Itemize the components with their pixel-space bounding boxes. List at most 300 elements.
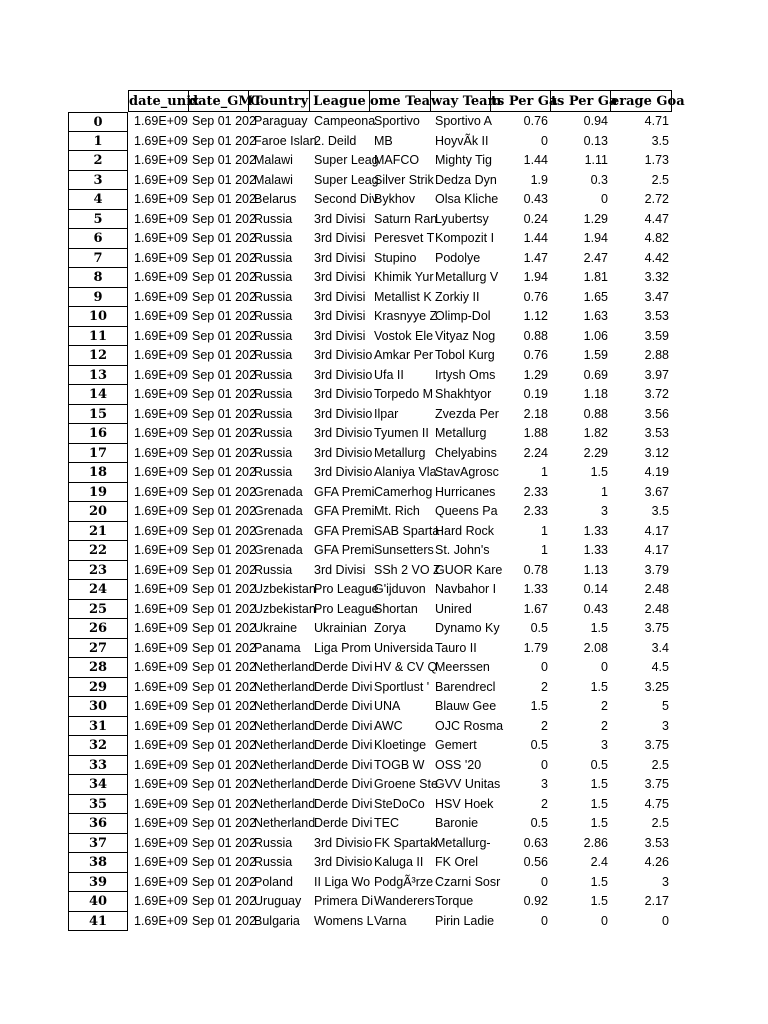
- cell-g[interactable]: 2.48: [644, 601, 669, 616]
- cell-p2[interactable]: 0: [601, 660, 608, 674]
- cell-d[interactable]: Sep 01 202: [192, 835, 256, 850]
- row-index[interactable]: 7: [68, 249, 128, 269]
- cell-g[interactable]: 3.67: [644, 484, 669, 499]
- cell-l[interactable]: 3rd Divisi: [314, 328, 366, 343]
- cell-c[interactable]: Netherland: [254, 699, 316, 713]
- cell-c[interactable]: Russia: [254, 562, 293, 577]
- cell-c[interactable]: Malawi: [254, 172, 293, 187]
- cell-l[interactable]: Ukrainian: [314, 621, 367, 635]
- cell-d[interactable]: Sep 01 202: [192, 114, 256, 128]
- cell-p2[interactable]: 2.29: [583, 445, 608, 460]
- cell-h[interactable]: Ilpar: [374, 406, 399, 421]
- cell-g[interactable]: 3.47: [644, 289, 669, 304]
- column-header-points-per-game[interactable]: ts Per Ga: [551, 90, 611, 112]
- cell-u[interactable]: 1.69E+09: [134, 348, 188, 362]
- cell-h[interactable]: Metallist K: [374, 289, 432, 304]
- cell-d[interactable]: Sep 01 202: [192, 562, 256, 577]
- cell-l[interactable]: GFA Premi: [314, 543, 375, 557]
- cell-p2[interactable]: 1.94: [583, 231, 608, 245]
- cell-u[interactable]: 1.69E+09: [134, 523, 188, 538]
- cell-l[interactable]: 3rd Divisi: [314, 309, 366, 323]
- cell-p2[interactable]: 0: [601, 913, 608, 928]
- row-index[interactable]: 6: [68, 229, 128, 249]
- cell-h[interactable]: Silver Strik: [374, 172, 434, 187]
- cell-p1[interactable]: 2: [541, 718, 548, 733]
- cell-u[interactable]: 1.69E+09: [134, 192, 188, 206]
- cell-u[interactable]: 1.69E+09: [134, 270, 188, 284]
- cell-p1[interactable]: 1.79: [523, 640, 548, 655]
- cell-p2[interactable]: 0.88: [583, 406, 608, 421]
- cell-c[interactable]: Russia: [254, 289, 293, 304]
- cell-c[interactable]: Grenada: [254, 484, 303, 499]
- cell-h[interactable]: Ufa II: [374, 367, 404, 382]
- row-index[interactable]: 2: [68, 151, 128, 171]
- cell-h[interactable]: Zorya: [374, 621, 406, 635]
- cell-p2[interactable]: 1.5: [590, 816, 608, 830]
- column-header-league[interactable]: League: [310, 90, 370, 112]
- row-index[interactable]: 38: [68, 853, 128, 873]
- cell-g[interactable]: 2.72: [644, 192, 669, 206]
- cell-c[interactable]: Grenada: [254, 523, 303, 538]
- row-index[interactable]: 3: [68, 171, 128, 191]
- cell-a[interactable]: Irtysh Oms: [435, 367, 496, 382]
- cell-d[interactable]: Sep 01 202: [192, 328, 256, 343]
- cell-a[interactable]: Unired: [435, 601, 472, 616]
- row-index[interactable]: 25: [68, 600, 128, 620]
- cell-p1[interactable]: 2.33: [523, 484, 548, 499]
- cell-g[interactable]: 1.73: [644, 153, 669, 167]
- cell-d[interactable]: Sep 01 202: [192, 153, 256, 167]
- cell-h[interactable]: Peresvet T: [374, 231, 435, 245]
- cell-l[interactable]: 3rd Divisio: [314, 835, 373, 850]
- cell-a[interactable]: Barendrecl: [435, 679, 496, 694]
- cell-p2[interactable]: 0.43: [583, 601, 608, 616]
- cell-g[interactable]: 4.42: [644, 250, 669, 265]
- row-index[interactable]: 4: [68, 190, 128, 210]
- cell-p1[interactable]: 0.5: [530, 816, 548, 830]
- row-index[interactable]: 18: [68, 463, 128, 483]
- cell-p1[interactable]: 0.76: [523, 348, 548, 362]
- cell-d[interactable]: Sep 01 202: [192, 309, 256, 323]
- cell-a[interactable]: Hurricanes: [435, 484, 496, 499]
- cell-p2[interactable]: 1.33: [583, 543, 608, 557]
- cell-l[interactable]: Derde Divi: [314, 699, 373, 713]
- cell-d[interactable]: Sep 01 202: [192, 523, 256, 538]
- cell-d[interactable]: Sep 01 202: [192, 757, 256, 772]
- column-header-date-unix[interactable]: date_unix: [128, 90, 189, 112]
- cell-p2[interactable]: 1.5: [590, 777, 608, 791]
- cell-c[interactable]: Russia: [254, 465, 293, 479]
- cell-u[interactable]: 1.69E+09: [134, 153, 188, 167]
- cell-g[interactable]: 4.5: [651, 660, 669, 674]
- cell-u[interactable]: 1.69E+09: [134, 484, 188, 499]
- cell-h[interactable]: MB: [374, 133, 393, 148]
- column-header-date-gmt[interactable]: date_GMT: [189, 90, 249, 112]
- cell-a[interactable]: St. John's: [435, 543, 490, 557]
- cell-d[interactable]: Sep 01 202: [192, 192, 256, 206]
- cell-c[interactable]: Grenada: [254, 504, 303, 518]
- cell-p1[interactable]: 1: [541, 465, 548, 479]
- cell-p1[interactable]: 0.56: [523, 855, 548, 869]
- cell-h[interactable]: Vostok Ele: [374, 328, 434, 343]
- cell-g[interactable]: 3.25: [644, 679, 669, 694]
- cell-p2[interactable]: 2: [601, 718, 608, 733]
- cell-a[interactable]: Olsa Kliche: [435, 192, 499, 206]
- cell-l[interactable]: Derde Divi: [314, 718, 373, 733]
- cell-u[interactable]: 1.69E+09: [134, 426, 188, 440]
- cell-d[interactable]: Sep 01 202: [192, 855, 256, 869]
- cell-g[interactable]: 2.48: [644, 582, 669, 596]
- cell-h[interactable]: Metallurg: [374, 445, 426, 460]
- cell-g[interactable]: 3.5: [651, 133, 669, 148]
- row-index[interactable]: 41: [68, 912, 128, 932]
- cell-g[interactable]: 2.5: [651, 172, 669, 187]
- cell-g[interactable]: 3.75: [644, 738, 669, 752]
- cell-a[interactable]: FK Orel: [435, 855, 479, 869]
- cell-a[interactable]: Shakhtyor: [435, 387, 492, 401]
- cell-g[interactable]: 3.72: [644, 387, 669, 401]
- cell-p1[interactable]: 2.24: [523, 445, 548, 460]
- cell-l[interactable]: Pro League: [314, 601, 379, 616]
- cell-p2[interactable]: 1.5: [590, 894, 608, 908]
- cell-p2[interactable]: 1.5: [590, 621, 608, 635]
- cell-d[interactable]: Sep 01 202: [192, 211, 256, 226]
- cell-l[interactable]: Derde Divi: [314, 757, 373, 772]
- cell-a[interactable]: Navbahor I: [435, 582, 497, 596]
- cell-g[interactable]: 3.53: [644, 835, 669, 850]
- cell-u[interactable]: 1.69E+09: [134, 133, 188, 148]
- cell-p1[interactable]: 1: [541, 523, 548, 538]
- cell-u[interactable]: 1.69E+09: [134, 387, 188, 401]
- row-index[interactable]: 33: [68, 756, 128, 776]
- cell-p1[interactable]: 0: [541, 757, 548, 772]
- cell-p1[interactable]: 1.12: [523, 309, 548, 323]
- row-index[interactable]: 13: [68, 366, 128, 386]
- cell-p1[interactable]: 0.76: [523, 289, 548, 304]
- cell-h[interactable]: Krasnyye Z: [374, 309, 438, 323]
- row-index[interactable]: 40: [68, 892, 128, 912]
- cell-a[interactable]: Baronie: [435, 816, 479, 830]
- cell-u[interactable]: 1.69E+09: [134, 582, 188, 596]
- cell-l[interactable]: GFA Premi: [314, 504, 375, 518]
- cell-d[interactable]: Sep 01 202: [192, 250, 256, 265]
- cell-c[interactable]: Uzbekistan: [254, 601, 316, 616]
- cell-p2[interactable]: 0.14: [583, 582, 608, 596]
- cell-l[interactable]: Derde Divi: [314, 738, 373, 752]
- cell-c[interactable]: Malawi: [254, 153, 293, 167]
- cell-c[interactable]: Russia: [254, 231, 293, 245]
- cell-d[interactable]: Sep 01 202: [192, 640, 256, 655]
- cell-c[interactable]: Russia: [254, 250, 293, 265]
- cell-d[interactable]: Sep 01 202: [192, 504, 256, 518]
- cell-l[interactable]: Primera Di: [314, 894, 374, 908]
- row-index[interactable]: 35: [68, 795, 128, 815]
- cell-d[interactable]: Sep 01 202: [192, 660, 256, 674]
- cell-c[interactable]: Bulgaria: [254, 913, 300, 928]
- cell-a[interactable]: StavAgrosc: [435, 465, 499, 479]
- cell-l[interactable]: 2. Deild: [314, 133, 357, 148]
- cell-c[interactable]: Ukraine: [254, 621, 298, 635]
- cell-p2[interactable]: 1.33: [583, 523, 608, 538]
- cell-c[interactable]: Russia: [254, 211, 293, 226]
- cell-g[interactable]: 4.75: [644, 796, 669, 811]
- row-index[interactable]: 22: [68, 541, 128, 561]
- cell-l[interactable]: 3rd Divisi: [314, 211, 366, 226]
- cell-h[interactable]: Tyumen II: [374, 426, 429, 440]
- cell-c[interactable]: Russia: [254, 855, 293, 869]
- cell-d[interactable]: Sep 01 202: [192, 874, 256, 889]
- cell-d[interactable]: Sep 01 202: [192, 582, 256, 596]
- cell-g[interactable]: 4.17: [644, 543, 669, 557]
- cell-h[interactable]: AWC: [374, 718, 403, 733]
- cell-p1[interactable]: 2.18: [523, 406, 548, 421]
- cell-h[interactable]: G'ijduvon: [374, 582, 426, 596]
- row-index[interactable]: 36: [68, 814, 128, 834]
- cell-h[interactable]: Amkar Per: [374, 348, 434, 362]
- cell-d[interactable]: Sep 01 202: [192, 465, 256, 479]
- cell-c[interactable]: Faroe Islan: [254, 133, 317, 148]
- cell-g[interactable]: 3.53: [644, 426, 669, 440]
- cell-a[interactable]: OJC Rosma: [435, 718, 504, 733]
- row-index[interactable]: 1: [68, 132, 128, 152]
- cell-p1[interactable]: 0.24: [523, 211, 548, 226]
- cell-l[interactable]: 3rd Divisio: [314, 406, 373, 421]
- cell-h[interactable]: TEC: [374, 816, 399, 830]
- cell-u[interactable]: 1.69E+09: [134, 718, 188, 733]
- cell-u[interactable]: 1.69E+09: [134, 562, 188, 577]
- column-header-away-team[interactable]: way Team: [431, 90, 491, 112]
- cell-d[interactable]: Sep 01 202: [192, 777, 256, 791]
- cell-a[interactable]: GUOR Kare: [435, 562, 503, 577]
- cell-g[interactable]: 4.47: [644, 211, 669, 226]
- cell-p1[interactable]: 0.43: [523, 192, 548, 206]
- cell-p2[interactable]: 0: [601, 192, 608, 206]
- cell-h[interactable]: Bykhov: [374, 192, 415, 206]
- cell-c[interactable]: Russia: [254, 387, 293, 401]
- cell-u[interactable]: 1.69E+09: [134, 874, 188, 889]
- cell-h[interactable]: Groene Ste: [374, 777, 438, 791]
- cell-l[interactable]: GFA Premi: [314, 484, 375, 499]
- cell-a[interactable]: Dynamo Ky: [435, 621, 500, 635]
- cell-p1[interactable]: 1.67: [523, 601, 548, 616]
- cell-c[interactable]: Netherland: [254, 718, 316, 733]
- cell-l[interactable]: 3rd Divisio: [314, 348, 373, 362]
- cell-p2[interactable]: 3: [601, 738, 608, 752]
- cell-d[interactable]: Sep 01 202: [192, 406, 256, 421]
- cell-d[interactable]: Sep 01 202: [192, 484, 256, 499]
- cell-a[interactable]: GVV Unitas: [435, 777, 501, 791]
- cell-p2[interactable]: 2.4: [590, 855, 608, 869]
- cell-l[interactable]: II Liga Wo: [314, 874, 371, 889]
- cell-c[interactable]: Russia: [254, 367, 293, 382]
- cell-d[interactable]: Sep 01 202: [192, 816, 256, 830]
- cell-p2[interactable]: 2.08: [583, 640, 608, 655]
- cell-u[interactable]: 1.69E+09: [134, 367, 188, 382]
- cell-u[interactable]: 1.69E+09: [134, 777, 188, 791]
- cell-a[interactable]: Hard Rock: [435, 523, 495, 538]
- cell-a[interactable]: Czarni Sosr: [435, 874, 501, 889]
- cell-g[interactable]: 3.56: [644, 406, 669, 421]
- cell-a[interactable]: Meerssen: [435, 660, 490, 674]
- cell-a[interactable]: Sportivo A: [435, 114, 492, 128]
- cell-g[interactable]: 3.75: [644, 621, 669, 635]
- cell-u[interactable]: 1.69E+09: [134, 309, 188, 323]
- cell-l[interactable]: 3rd Divisio: [314, 465, 373, 479]
- cell-g[interactable]: 5: [662, 699, 669, 713]
- cell-g[interactable]: 4.71: [644, 114, 669, 128]
- cell-c[interactable]: Belarus: [254, 192, 297, 206]
- cell-p2[interactable]: 1.5: [590, 679, 608, 694]
- cell-l[interactable]: 3rd Divisio: [314, 445, 373, 460]
- cell-d[interactable]: Sep 01 202: [192, 894, 256, 908]
- cell-u[interactable]: 1.69E+09: [134, 289, 188, 304]
- cell-p1[interactable]: 2.33: [523, 504, 548, 518]
- cell-a[interactable]: Olimp-Dol: [435, 309, 491, 323]
- cell-c[interactable]: Panama: [254, 640, 301, 655]
- cell-d[interactable]: Sep 01 202: [192, 289, 256, 304]
- row-index[interactable]: 19: [68, 483, 128, 503]
- cell-u[interactable]: 1.69E+09: [134, 699, 188, 713]
- cell-d[interactable]: Sep 01 202: [192, 387, 256, 401]
- cell-c[interactable]: Netherland: [254, 777, 316, 791]
- cell-a[interactable]: Metallurg: [435, 426, 487, 440]
- row-index[interactable]: 15: [68, 405, 128, 425]
- cell-d[interactable]: Sep 01 202: [192, 348, 256, 362]
- column-header-average-goals[interactable]: erage Goa: [611, 90, 672, 112]
- cell-d[interactable]: Sep 01 202: [192, 738, 256, 752]
- cell-c[interactable]: Netherland: [254, 660, 316, 674]
- cell-l[interactable]: Womens L: [314, 913, 374, 928]
- cell-u[interactable]: 1.69E+09: [134, 738, 188, 752]
- cell-d[interactable]: Sep 01 202: [192, 133, 256, 148]
- cell-u[interactable]: 1.69E+09: [134, 328, 188, 343]
- cell-p2[interactable]: 1.29: [583, 211, 608, 226]
- cell-h[interactable]: Sunsetters: [374, 543, 434, 557]
- cell-c[interactable]: Russia: [254, 309, 293, 323]
- cell-p2[interactable]: 1.18: [583, 387, 608, 401]
- cell-p2[interactable]: 2.86: [583, 835, 608, 850]
- cell-a[interactable]: Tauro II: [435, 640, 477, 655]
- cell-h[interactable]: Wanderers: [374, 894, 435, 908]
- row-index[interactable]: 23: [68, 561, 128, 581]
- cell-u[interactable]: 1.69E+09: [134, 894, 188, 908]
- cell-h[interactable]: SSh 2 VO Z: [374, 562, 441, 577]
- cell-u[interactable]: 1.69E+09: [134, 660, 188, 674]
- row-index[interactable]: 31: [68, 717, 128, 737]
- cell-p2[interactable]: 1.63: [583, 309, 608, 323]
- cell-c[interactable]: Paraguay: [254, 114, 308, 128]
- cell-g[interactable]: 2.17: [644, 894, 669, 908]
- cell-l[interactable]: Second Div: [314, 192, 378, 206]
- cell-a[interactable]: Queens Pa: [435, 504, 498, 518]
- cell-g[interactable]: 3.97: [644, 367, 669, 382]
- row-index[interactable]: 28: [68, 658, 128, 678]
- cell-p1[interactable]: 3: [541, 777, 548, 791]
- cell-l[interactable]: Campeona: [314, 114, 376, 128]
- cell-g[interactable]: 3.59: [644, 328, 669, 343]
- cell-p2[interactable]: 2.47: [583, 250, 608, 265]
- cell-h[interactable]: Shortan: [374, 601, 418, 616]
- cell-c[interactable]: Russia: [254, 406, 293, 421]
- cell-u[interactable]: 1.69E+09: [134, 543, 188, 557]
- cell-p1[interactable]: 1.44: [523, 231, 548, 245]
- cell-a[interactable]: Dedza Dyn: [435, 172, 497, 187]
- cell-c[interactable]: Russia: [254, 835, 293, 850]
- cell-l[interactable]: Super Leag: [314, 172, 379, 187]
- cell-u[interactable]: 1.69E+09: [134, 114, 188, 128]
- cell-p1[interactable]: 0: [541, 874, 548, 889]
- row-index[interactable]: 30: [68, 697, 128, 717]
- cell-a[interactable]: Kompozit I: [435, 231, 495, 245]
- cell-p2[interactable]: 1.5: [590, 874, 608, 889]
- cell-c[interactable]: Netherland: [254, 679, 316, 694]
- cell-l[interactable]: Derde Divi: [314, 816, 373, 830]
- cell-c[interactable]: Russia: [254, 270, 293, 284]
- cell-d[interactable]: Sep 01 202: [192, 699, 256, 713]
- cell-c[interactable]: Russia: [254, 426, 293, 440]
- cell-l[interactable]: Derde Divi: [314, 777, 373, 791]
- cell-h[interactable]: SteDoCo: [374, 796, 425, 811]
- row-index[interactable]: 11: [68, 327, 128, 347]
- row-index[interactable]: 39: [68, 873, 128, 893]
- cell-p2[interactable]: 0.69: [583, 367, 608, 382]
- cell-l[interactable]: Pro League: [314, 582, 379, 596]
- cell-l[interactable]: Derde Divi: [314, 796, 373, 811]
- cell-h[interactable]: Torpedo M: [374, 387, 434, 401]
- cell-c[interactable]: Netherland: [254, 757, 316, 772]
- cell-g[interactable]: 4.19: [644, 465, 669, 479]
- cell-d[interactable]: Sep 01 202: [192, 445, 256, 460]
- cell-p1[interactable]: 1.47: [523, 250, 548, 265]
- cell-a[interactable]: Zorkiy II: [435, 289, 480, 304]
- cell-p1[interactable]: 1.9: [530, 172, 548, 187]
- cell-l[interactable]: Liga Prom: [314, 640, 371, 655]
- cell-l[interactable]: GFA Premi: [314, 523, 375, 538]
- row-index[interactable]: 14: [68, 385, 128, 405]
- cell-d[interactable]: Sep 01 202: [192, 367, 256, 382]
- cell-g[interactable]: 3.75: [644, 777, 669, 791]
- cell-p1[interactable]: 1.5: [530, 699, 548, 713]
- cell-p1[interactable]: 1.29: [523, 367, 548, 382]
- cell-p1[interactable]: 2: [541, 796, 548, 811]
- cell-h[interactable]: Alaniya Vla: [374, 465, 437, 479]
- cell-d[interactable]: Sep 01 202: [192, 913, 256, 928]
- cell-h[interactable]: Saturn Ran: [374, 211, 438, 226]
- cell-p2[interactable]: 1.82: [583, 426, 608, 440]
- cell-a[interactable]: Metallurg-: [435, 835, 491, 850]
- row-index[interactable]: 20: [68, 502, 128, 522]
- column-header-home-team[interactable]: ome Tea: [370, 90, 431, 112]
- cell-h[interactable]: Khimik Yur: [374, 270, 434, 284]
- cell-u[interactable]: 1.69E+09: [134, 231, 188, 245]
- cell-p1[interactable]: 0: [541, 913, 548, 928]
- cell-g[interactable]: 3: [662, 718, 669, 733]
- cell-a[interactable]: Mighty Tig: [435, 153, 492, 167]
- cell-p2[interactable]: 0.13: [583, 133, 608, 148]
- cell-p1[interactable]: 0: [541, 133, 548, 148]
- row-index[interactable]: 29: [68, 678, 128, 698]
- cell-c[interactable]: Uruguay: [254, 894, 302, 908]
- cell-d[interactable]: Sep 01 202: [192, 172, 256, 187]
- row-index[interactable]: 26: [68, 619, 128, 639]
- row-index[interactable]: 16: [68, 424, 128, 444]
- cell-h[interactable]: Kloetinge: [374, 738, 427, 752]
- cell-p2[interactable]: 0.3: [590, 172, 608, 187]
- cell-d[interactable]: Sep 01 202: [192, 601, 256, 616]
- cell-l[interactable]: 3rd Divisi: [314, 562, 366, 577]
- cell-p2[interactable]: 1.11: [584, 153, 608, 167]
- row-index[interactable]: 34: [68, 775, 128, 795]
